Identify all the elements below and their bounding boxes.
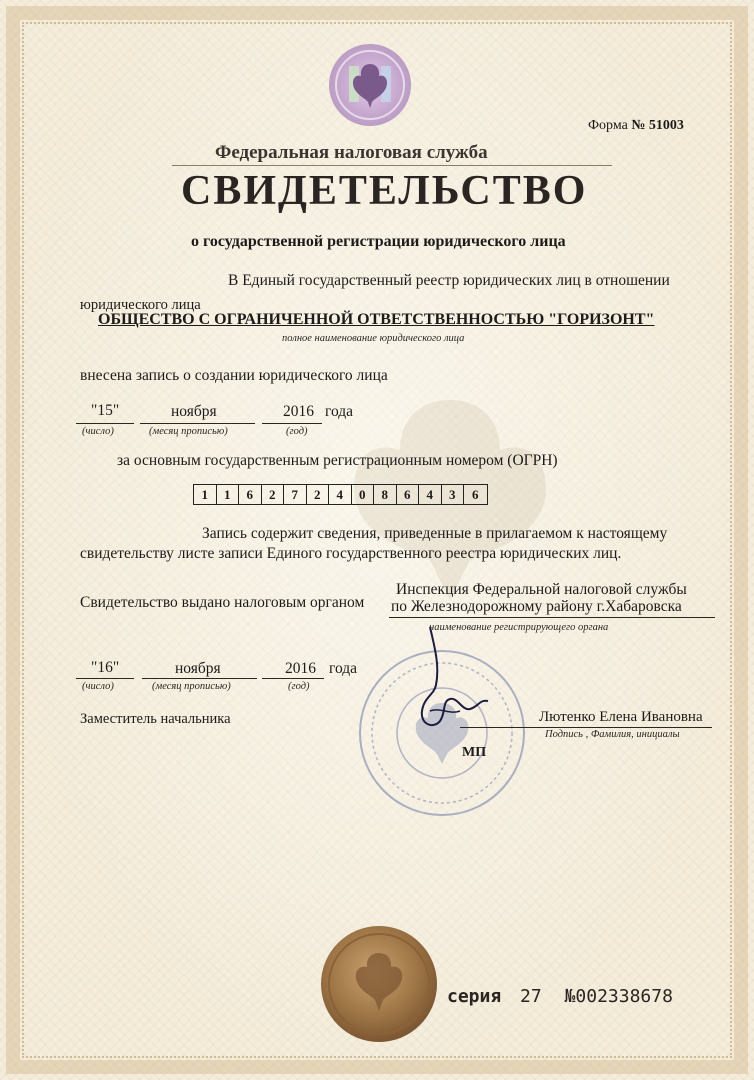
stamp-mark: МП: [462, 745, 487, 760]
ogrn-digit: 2: [262, 485, 285, 504]
series-label: серия: [447, 986, 502, 1007]
issue-year-suffix: года: [329, 660, 358, 677]
signature-line: [460, 727, 712, 728]
ogrn-digit: 7: [284, 485, 307, 504]
record-day: "15": [91, 402, 120, 419]
ogrn-digit: 6: [397, 485, 420, 504]
hologram-emblem: [327, 42, 413, 128]
ogrn-digit: 1: [194, 485, 217, 504]
issue-year: 2016: [285, 660, 316, 677]
issue-year-caption: (год): [288, 681, 310, 692]
record-month: ноября: [171, 403, 217, 420]
authority-caption: наименование регистрирующего органа: [429, 622, 609, 633]
authority-line-1: Инспекция Федеральной налоговой службы: [396, 581, 687, 598]
ogrn-digit: 1: [217, 485, 240, 504]
agency-divider: [172, 165, 612, 166]
authority-line: [389, 617, 715, 618]
form-label: Форма: [588, 118, 628, 133]
signer-name: Лютенко Елена Ивановна: [539, 709, 703, 725]
company-caption: полное наименование юридического лица: [282, 333, 465, 344]
form-number: [588, 118, 684, 134]
page-title: СВИДЕТЕЛЬСТВО: [181, 168, 588, 214]
issue-month: ноября: [175, 660, 221, 677]
record-year: 2016: [283, 403, 314, 420]
ogrn-digit: 0: [352, 485, 375, 504]
company-name: ОБЩЕСТВО С ОГРАНИЧЕННОЙ ОТВЕТСТВЕННОСТЬЮ "ГОРИЗОНТ": [98, 311, 655, 328]
issued-by-text: Свидетельство выдано налоговым органом: [80, 594, 365, 611]
intro-line-2: юридического лица: [80, 297, 201, 313]
issue-day-caption: (число): [82, 681, 114, 692]
series-value: 27: [520, 986, 542, 1007]
ogrn-digit: 6: [472, 487, 479, 502]
info-line-1: Запись содержит сведения, приведенные в прилагаемом к настоящему: [202, 525, 668, 542]
authority-line-2: по Железнодорожному району г.Хабаровска: [391, 598, 682, 615]
issue-day: "16": [91, 659, 120, 676]
record-year-line: [262, 423, 322, 424]
record-day-line: [76, 423, 134, 424]
signer-caption: Подпись , Фамилия, инициалы: [545, 729, 680, 740]
form-number-value: № 51003: [631, 118, 684, 133]
series-number: №002338678: [564, 986, 673, 1007]
series-block: [447, 986, 673, 1007]
record-year-caption: (год): [286, 426, 308, 437]
gold-seal: [320, 925, 438, 1043]
record-day-caption: (число): [82, 426, 114, 437]
ogrn-digit: 4: [329, 485, 352, 504]
issue-month-line: [142, 678, 257, 679]
ogrn-digit: 3: [442, 485, 465, 504]
ogrn-digit: 6: [239, 485, 262, 504]
signer-position: Заместитель начальника: [80, 711, 231, 727]
record-year-suffix: года: [325, 403, 354, 420]
info-line-2: свидетельству листе записи Единого государственного реестра юридических лиц.: [80, 545, 622, 562]
record-text: внесена запись о создании юридического лица: [80, 367, 388, 384]
ogrn-text: за основным государственным регистрационным номером (ОГРН): [117, 452, 558, 469]
record-month-line: [140, 423, 255, 424]
ogrn-number: [193, 484, 488, 505]
record-month-caption: (месяц прописью): [149, 426, 228, 437]
ogrn-digit: 4: [419, 485, 442, 504]
intro-line-1: В Единый государственный реестр юридических лиц в отношении: [228, 272, 670, 289]
issue-year-line: [262, 678, 324, 679]
ogrn-digit: 2: [307, 485, 330, 504]
issue-day-line: [76, 678, 134, 679]
page-subtitle: о государственной регистрации юридического лица: [191, 233, 566, 250]
ogrn-digit: 8: [374, 485, 397, 504]
issue-month-caption: (месяц прописью): [152, 681, 231, 692]
agency-name: Федеральная налоговая служба: [215, 142, 488, 163]
